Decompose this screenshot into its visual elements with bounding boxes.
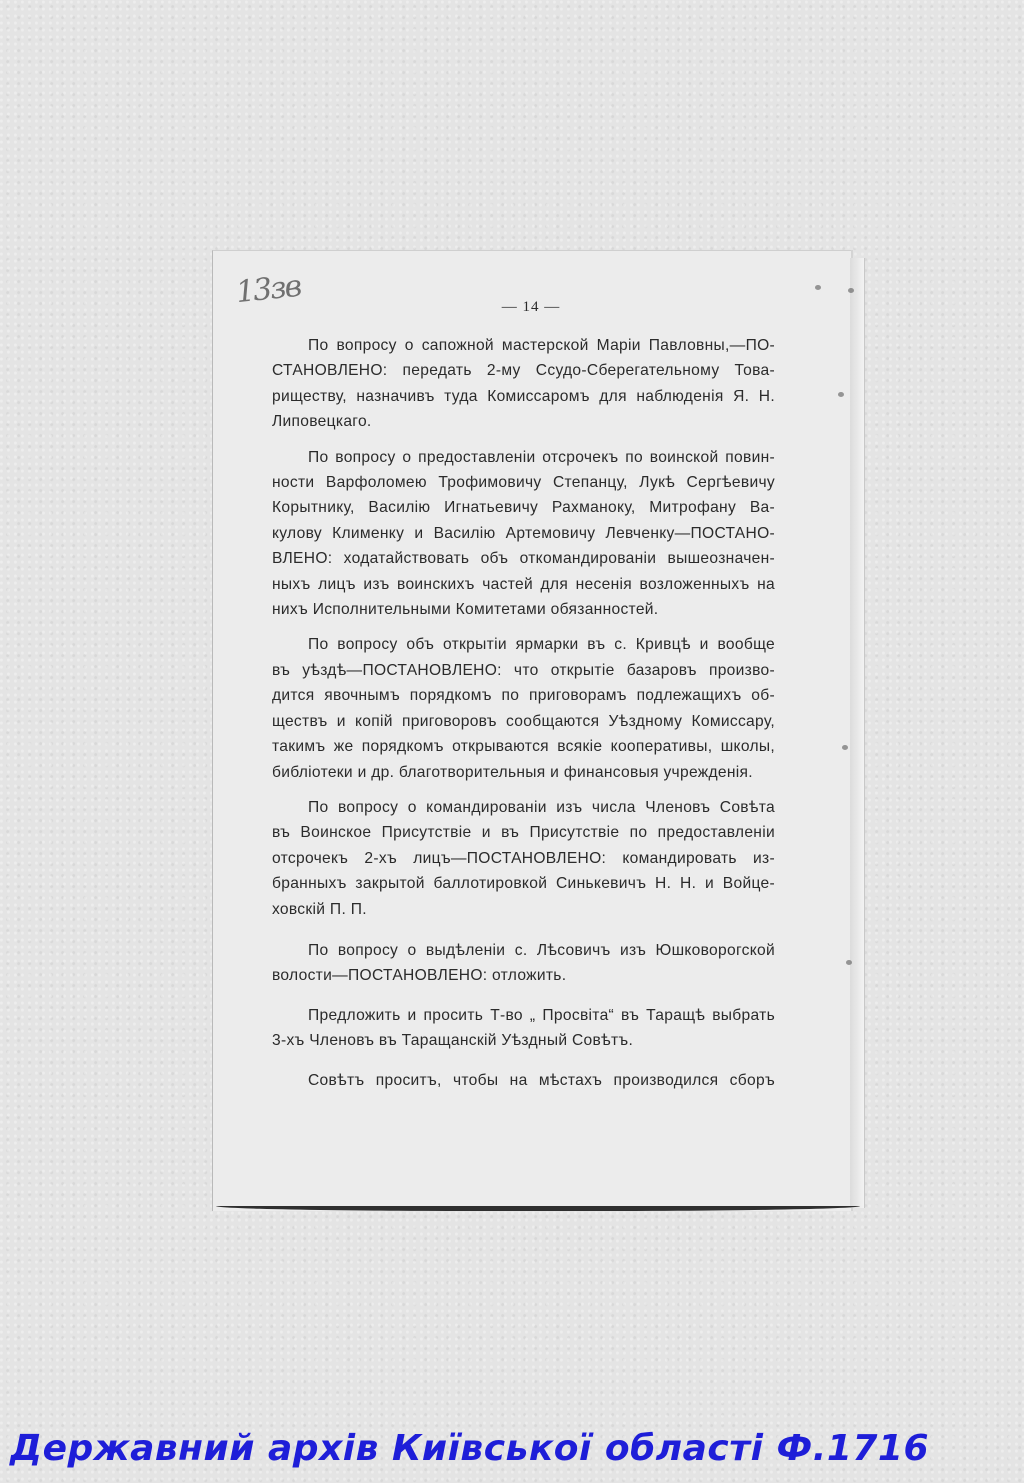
text-line: въ Воинское Присутствiе и въ Присутствiе по предоставленiи (272, 824, 775, 842)
text-line: волости—ПОСТАНОВЛЕНО: отложить. (272, 967, 567, 985)
paragraph-council-members-assignment (272, 795, 775, 922)
text-line: По вопросу о командированiи изъ числа Членовъ Совѣта (308, 798, 775, 816)
text-line: Липовецкаго. (272, 413, 372, 431)
text-line: Предложить и просить Т-во „ Просвiта“ въ Таращѣ выбрать (308, 1006, 775, 1024)
handwritten-folio-number: 13зв (234, 268, 302, 311)
text-line: СТАНОВЛЕНО: передать 2-му Ссудо-Сберегательному Това- (272, 362, 775, 380)
paper-damage-mark (846, 960, 852, 965)
paragraph-fair-opening (272, 632, 775, 784)
text-line: дится явочнымъ порядкомъ по приговорамъ подлежащихъ об- (272, 687, 775, 705)
text-line: ществъ и копiй приговоровъ сообщаются Уѣздному Комиссару, (272, 712, 775, 730)
text-line: ВЛЕНО: ходатайствовать объ откомандированiи вышеозначен- (272, 550, 775, 568)
text-line: такимъ же порядкомъ открываются всякiе кооперативы, школы, (272, 738, 775, 756)
text-line: По вопросу о предоставленiи отсрочекъ по воинской повин- (308, 448, 775, 466)
text-line: ховскiй П. П. (272, 900, 367, 918)
paragraph-lesovichi-separation (272, 938, 775, 989)
text-line: ныхъ лицъ изъ воинскихъ частей для несенiя возложенныхъ на (272, 575, 775, 593)
text-line: библiотеки и др. благотворительныя и финансовыя учрежденiя. (272, 763, 753, 781)
text-line: По вопросу о выдѣленiи с. Лѣсовичъ изъ Юшковорогской (308, 941, 775, 959)
text-line: въ уѣздѣ—ПОСТАНОВЛЕНО: что открытiе базаровъ произво- (272, 661, 775, 679)
document-body (272, 333, 775, 1103)
page-spine-edge (850, 258, 865, 1208)
text-line: ности Варфоломею Трофимовичу Степанцу, Лукѣ Сергѣевичу (272, 474, 775, 492)
text-line: кулову Клименку и Василiю Артемовичу Левченку—ПОСТАНО- (272, 524, 775, 542)
paper-damage-mark (838, 392, 844, 397)
text-line: По вопросу объ открытiи ярмарки въ с. Кривцѣ и вообще (308, 636, 775, 654)
text-line: отсрочекъ 2-хъ лицъ—ПОСТАНОВЛЕНО: командировать из- (272, 849, 775, 867)
text-line: риществу, назначивъ туда Комиссаромъ для наблюденiя Я. Н. (272, 387, 775, 405)
paragraph-military-deferments (272, 445, 775, 623)
paper-damage-mark (848, 288, 854, 293)
paragraph-council-collection (272, 1068, 775, 1093)
text-line: Совѣтъ проситъ, чтобы на мѣстахъ производился сборъ (308, 1071, 775, 1089)
text-line: По вопросу о сапожной мастерской Марiи Павловны,—ПО- (308, 337, 775, 354)
text-line: Корытнику, Василiю Игнатьевичу Рахманоку, Митрофану Ва- (272, 499, 775, 517)
paragraph-shoe-workshop (272, 333, 775, 435)
archive-caption: Державний архів Київської області Ф.1716 (10, 1428, 930, 1469)
paper-damage-mark (842, 745, 848, 750)
paragraph-prosvita-request (272, 1003, 775, 1054)
page-number: — 14 — (501, 299, 561, 315)
text-line: бранныхъ закрытой баллотировкой Синькевичъ Н. Н. и Войце- (272, 875, 775, 893)
text-line: 3-хъ Членовъ въ Таращанскiй Уѣздный Совѣтъ. (272, 1032, 634, 1050)
paper-damage-mark (815, 285, 821, 290)
text-line: нихъ Исполнительными Комитетами обязанностей. (272, 601, 659, 619)
